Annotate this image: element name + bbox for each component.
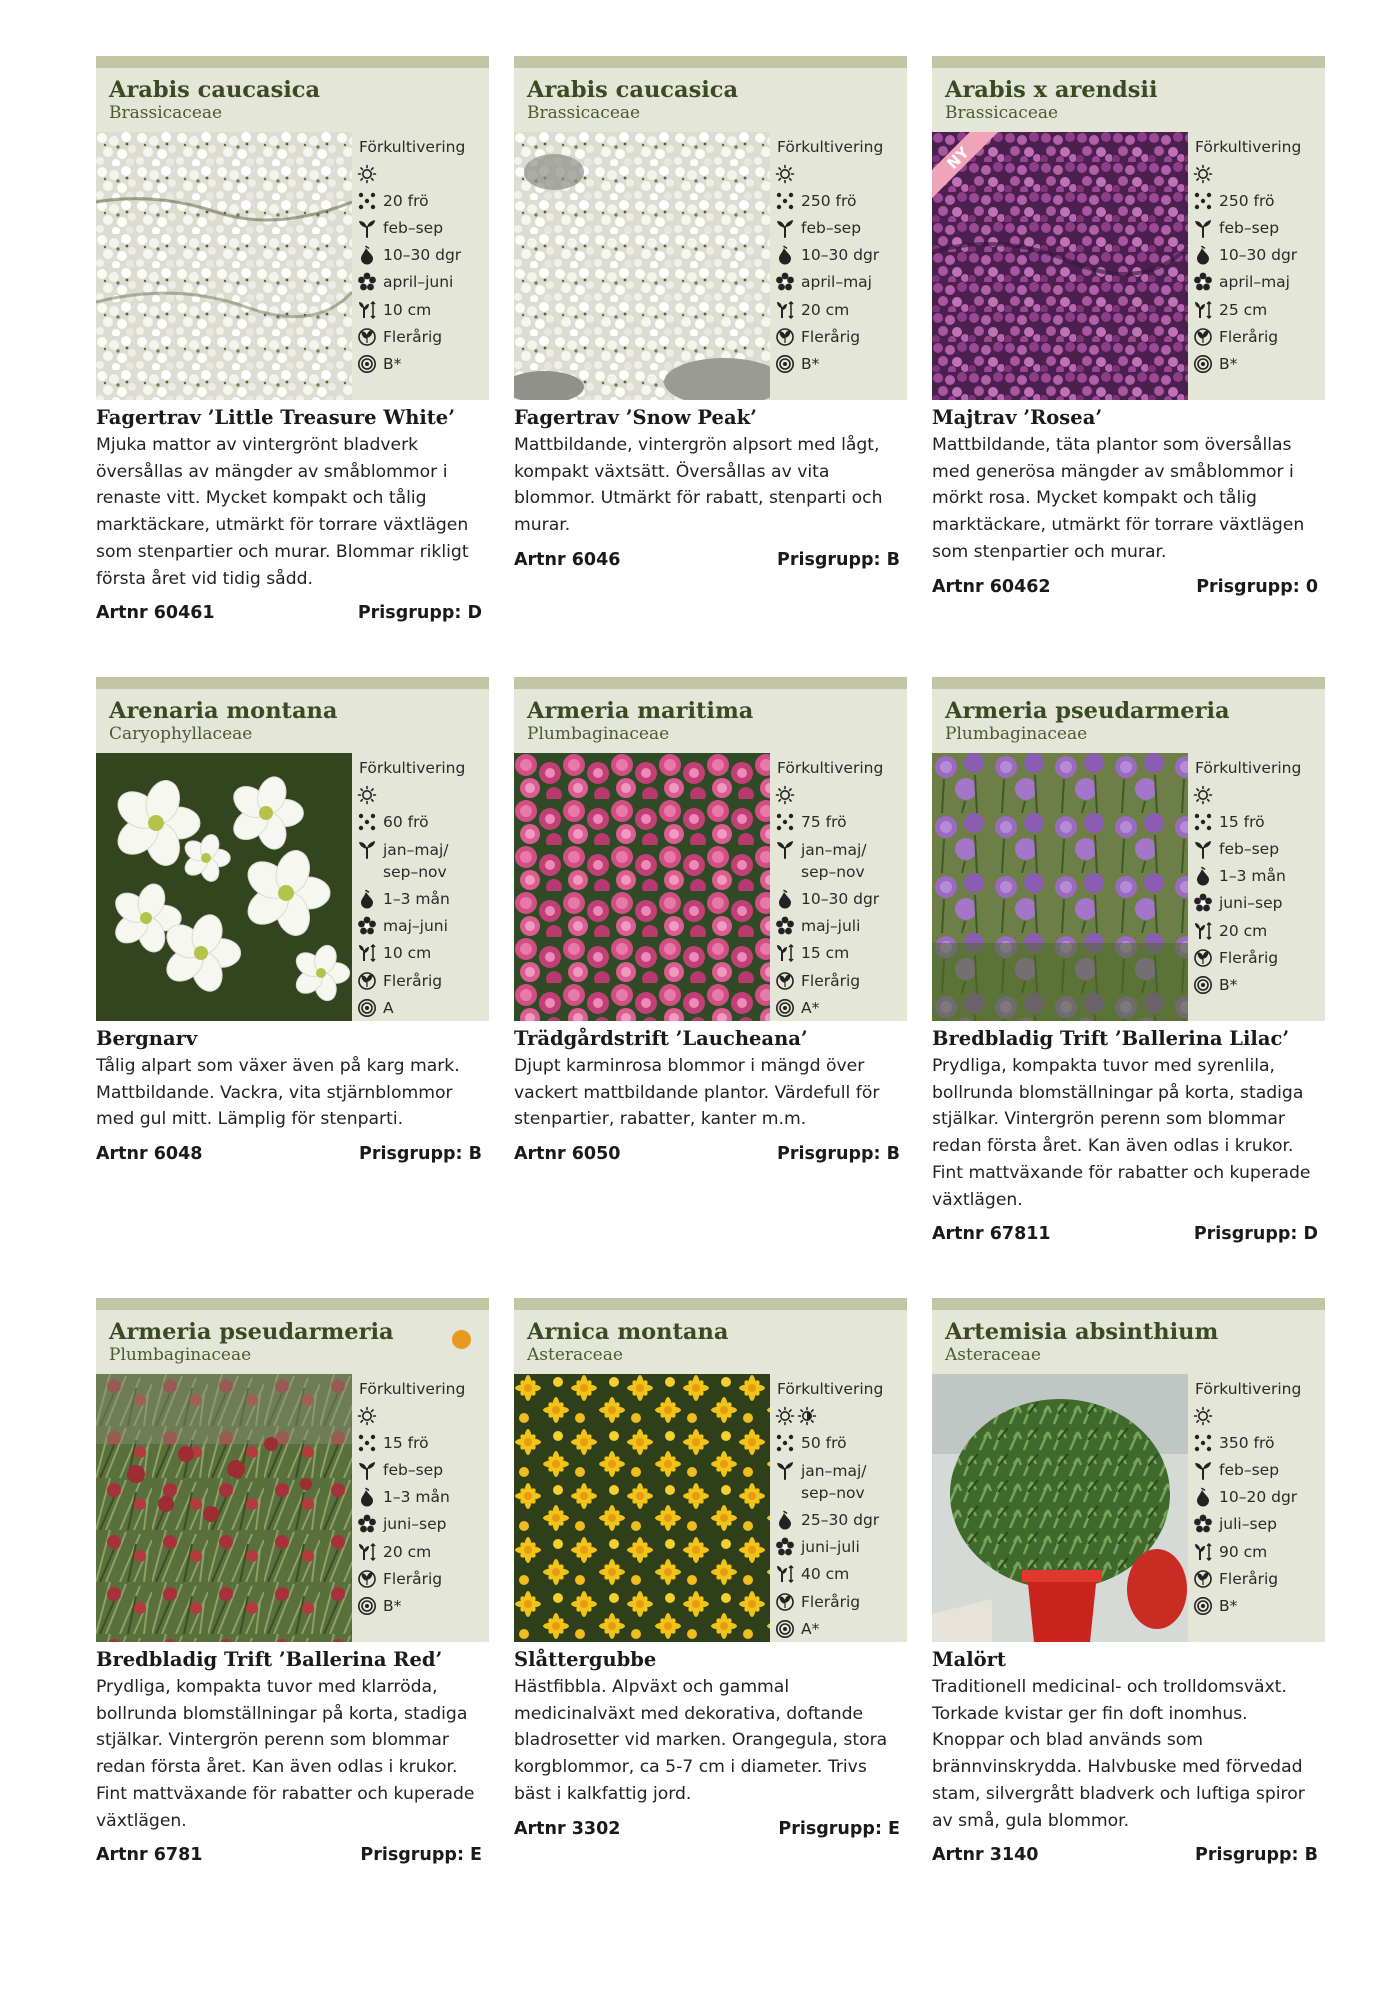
plant-description: Traditionell medicinal- och trolldomsväxt. Torkade kvistar ger fin doft inomhus. Knoppar och blad används som brännvinskrydda. Halvbuske med förvedad stam, silvergrått bladverk och luftiga spiror av små, gula blommor. (932, 1677, 1305, 1831)
sun-icon (357, 1406, 377, 1426)
sun-icon (1193, 164, 1213, 184)
article-number: Artnr 67811 (932, 1224, 1051, 1245)
sowing-period: feb–sep (801, 218, 862, 237)
sowing-icon (1193, 1460, 1213, 1480)
card-header (514, 68, 907, 132)
plant-description: Mattbildande, täta plantor som översållas med generösa mängder av småblommor i mörkt rosa. Mycket kompakt och tålig marktäckare, utmärkt för torrare växtlägen som stenpartier och murar. (932, 435, 1305, 562)
seed-count: 50 frö (801, 1433, 847, 1452)
seed-count: 15 frö (383, 1433, 429, 1452)
germination-icon (1193, 245, 1213, 265)
green-plant-in-red-pot-image (932, 1374, 1188, 1642)
bloom-period: juni–sep (383, 1515, 447, 1534)
bloom-period: juli–sep (1219, 1515, 1277, 1534)
cultivation-specs (1188, 753, 1325, 1021)
height-icon (775, 300, 795, 320)
card-header (514, 689, 907, 753)
germination-icon (1193, 866, 1213, 886)
family-name: Plumbaginaceae (109, 1345, 252, 1365)
card-header (96, 1310, 489, 1374)
bloom-period: april–maj (1219, 273, 1290, 292)
cultivation-label: Förkultivering (1195, 759, 1302, 777)
seed-count: 75 frö (801, 812, 847, 831)
card-header (932, 689, 1325, 753)
plant-photo (514, 132, 770, 400)
germination-icon (1193, 1487, 1213, 1507)
seed-count: 15 frö (1219, 812, 1265, 831)
article-number: Artnr 6046 (514, 549, 621, 570)
plant-name: Bergnarv (96, 1027, 198, 1050)
seed-count: 250 frö (801, 191, 857, 210)
germination-time: 1–3 mån (383, 1488, 450, 1507)
lifecycle: Flerårig (1219, 948, 1279, 967)
pink-globe-flowers-image (514, 753, 770, 1021)
cultivation-specs (770, 132, 907, 400)
bloom-period: april–maj (801, 273, 872, 292)
plant-description: Mattbildande, vintergrön alpsort med lågt, kompakt växtsätt. Översållas av vita blommor. Utmärkt för rabatt, stenparti och murar. (514, 435, 883, 536)
family-name: Brassicaceae (527, 103, 641, 123)
family-name: Plumbaginaceae (945, 724, 1088, 744)
germination-icon (775, 245, 795, 265)
bloom-icon (1193, 1514, 1213, 1534)
germination-time: 10–30 dgr (801, 246, 880, 265)
cultivation-specs (1188, 1374, 1325, 1642)
price-group: Prisgrupp: E (360, 1845, 482, 1866)
height-icon (357, 300, 377, 320)
germination-icon (357, 1487, 377, 1507)
plant-name: Trädgårdstrift ’Laucheana’ (514, 1027, 808, 1050)
sun-requirement (357, 1402, 489, 1429)
product-card (514, 56, 907, 573)
hardiness-zone: B* (383, 1596, 402, 1615)
zone-icon (1193, 354, 1213, 374)
plant-height: 10 cm (383, 944, 432, 963)
product-card (96, 1298, 489, 1868)
card-header (932, 1310, 1325, 1374)
height-icon (775, 943, 795, 963)
lifecycle: Flerårig (383, 327, 443, 346)
cultivation-label: Förkultivering (359, 138, 466, 156)
hardiness-zone: A* (801, 1619, 820, 1638)
price-group: Prisgrupp: 0 (1196, 576, 1318, 597)
plant-name: Malört (932, 1648, 1006, 1671)
lifecycle-icon (1193, 327, 1213, 347)
price-group: Prisgrupp: E (778, 1818, 900, 1839)
sowing-icon (1193, 839, 1213, 859)
germination-icon (357, 889, 377, 909)
sun-requirement (775, 781, 907, 808)
lifecycle-icon (775, 1592, 795, 1612)
latin-name: Arnica montana (527, 1319, 729, 1345)
cultivation-label: Förkultivering (1195, 1380, 1302, 1398)
sun-icon (357, 785, 377, 805)
cultivation-label: Förkultivering (777, 759, 884, 777)
bloom-period: maj–juni (383, 917, 448, 936)
bloom-icon (775, 1537, 795, 1557)
bloom-icon (775, 272, 795, 292)
height-icon (1193, 300, 1213, 320)
hardiness-zone: B* (801, 354, 820, 373)
germination-time: 10–30 dgr (801, 889, 880, 908)
sowing-period: jan–maj/ sep–nov (801, 1462, 867, 1503)
family-name: Asteraceae (945, 1345, 1041, 1365)
plant-description: Tålig alpart som växer även på karg mark. Mattbildande. Vackra, vita stjärnblommor med gul mitt. Lämplig för stenparti. (96, 1056, 460, 1130)
cultivation-label: Förkultivering (777, 138, 884, 156)
bloom-period: juni–juli (801, 1538, 860, 1557)
hardiness-zone: B* (1219, 354, 1238, 373)
orange-dot-icon (452, 1330, 471, 1349)
sowing-icon (775, 1460, 795, 1480)
product-card (96, 56, 489, 626)
seeds-icon (1193, 812, 1213, 832)
latin-name: Armeria pseudarmeria (109, 1319, 394, 1345)
card-top-bar (96, 677, 489, 689)
sun-requirement (357, 781, 489, 808)
plant-name: Bredbladig Trift ’Ballerina Red’ (96, 1648, 443, 1671)
sowing-icon (357, 218, 377, 238)
plant-name: Slåttergubbe (514, 1648, 657, 1671)
bloom-period: maj–juli (801, 917, 861, 936)
sowing-period: jan–maj/ sep–nov (801, 841, 867, 882)
lifecycle-icon (1193, 1569, 1213, 1589)
hardiness-zone: A (383, 998, 394, 1017)
bloom-icon (357, 916, 377, 936)
latin-name: Arabis caucasica (527, 77, 739, 103)
plant-height: 20 cm (383, 1542, 432, 1561)
cultivation-specs (1188, 132, 1325, 400)
germination-time: 10–30 dgr (383, 246, 462, 265)
cultivation-label: Förkultivering (777, 1380, 884, 1398)
plant-photo (932, 753, 1188, 1021)
zone-icon (775, 1619, 795, 1639)
family-name: Brassicaceae (109, 103, 223, 123)
cultivation-specs (770, 1374, 907, 1642)
hardiness-zone: A* (801, 998, 820, 1017)
sowing-icon (775, 839, 795, 859)
plant-photo (96, 753, 352, 1021)
bloom-icon (1193, 272, 1213, 292)
sowing-icon (357, 1460, 377, 1480)
germination-time: 25–30 dgr (801, 1510, 880, 1529)
card-top-bar (932, 56, 1325, 68)
price-group: Prisgrupp: B (777, 1144, 900, 1165)
sowing-period: feb–sep (383, 1460, 444, 1479)
yellow-daisy-flowers-image (514, 1374, 770, 1642)
hardiness-zone: B* (383, 354, 402, 373)
seeds-icon (775, 191, 795, 211)
seeds-icon (1193, 1433, 1213, 1453)
lifecycle: Flerårig (383, 1569, 443, 1588)
plant-height: 90 cm (1219, 1542, 1268, 1561)
seeds-icon (357, 191, 377, 211)
sun-requirement (1193, 160, 1325, 187)
article-number: Artnr 6048 (96, 1144, 203, 1165)
price-group: Prisgrupp: D (357, 603, 482, 624)
germination-time: 1–3 mån (1219, 867, 1286, 886)
purple-flower-carpet-image (932, 132, 1188, 400)
zone-icon (1193, 1596, 1213, 1616)
lifecycle-icon (1193, 948, 1213, 968)
hardiness-zone: B* (1219, 1596, 1238, 1615)
germination-icon (357, 245, 377, 265)
plant-photo (514, 753, 770, 1021)
seed-count: 350 frö (1219, 1433, 1275, 1452)
red-globe-flowers-image (96, 1374, 352, 1642)
sun-icon (1193, 1406, 1213, 1426)
seeds-icon (775, 1433, 795, 1453)
sun-icon (357, 164, 377, 184)
height-icon (357, 1542, 377, 1562)
zone-icon (1193, 975, 1213, 995)
article-number: Artnr 3140 (932, 1845, 1039, 1866)
plant-name: Bredbladig Trift ’Ballerina Lilac’ (932, 1027, 1290, 1050)
zone-icon (357, 998, 377, 1018)
plant-description: Djupt karminrosa blommor i mängd över vackert mattbildande plantor. Värdefull för stenpartier, rabatter, kanter m.m. (514, 1056, 880, 1130)
germination-time: 10–20 dgr (1219, 1488, 1298, 1507)
product-card (514, 1298, 907, 1842)
article-number: Artnr 60461 (96, 603, 215, 624)
plant-photo (96, 1374, 352, 1642)
plant-height: 10 cm (383, 300, 432, 319)
bloom-icon (357, 272, 377, 292)
card-top-bar (932, 677, 1325, 689)
sowing-icon (357, 839, 377, 859)
card-header (96, 68, 489, 132)
seeds-icon (1193, 191, 1213, 211)
lifecycle: Flerårig (383, 971, 443, 990)
height-icon (1193, 921, 1213, 941)
lifecycle-icon (357, 1569, 377, 1589)
zone-icon (357, 354, 377, 374)
sowing-period: feb–sep (1219, 839, 1280, 858)
sun-icon (775, 785, 795, 805)
germination-icon (775, 889, 795, 909)
card-top-bar (932, 1298, 1325, 1310)
price-group: Prisgrupp: B (359, 1144, 482, 1165)
new-badge: NY (932, 132, 1000, 200)
card-top-bar (514, 1298, 907, 1310)
sowing-period: feb–sep (1219, 218, 1280, 237)
sun-requirement (357, 160, 489, 187)
bloom-period: juni–sep (1219, 894, 1283, 913)
latin-name: Armeria pseudarmeria (945, 698, 1230, 724)
family-name: Brassicaceae (945, 103, 1059, 123)
seed-count: 60 frö (383, 812, 429, 831)
price-group: Prisgrupp: B (1195, 1845, 1318, 1866)
plant-description: Prydliga, kompakta tuvor med klarröda, bollrunda blomställningar på korta, stadiga stjälkar. Vintergrön perenn som blommar redan första året. Kan även odlas i krukor. Fint mattväxande för rabatter och kuperade växtlägen. (96, 1677, 475, 1831)
plant-height: 40 cm (801, 1565, 850, 1584)
plant-height: 20 cm (801, 300, 850, 319)
bloom-period: april–juni (383, 273, 454, 292)
lifecycle: Flerårig (1219, 1569, 1279, 1588)
latin-name: Armeria maritima (527, 698, 754, 724)
family-name: Plumbaginaceae (527, 724, 670, 744)
family-name: Caryophyllaceae (109, 724, 253, 744)
lifecycle: Flerårig (801, 327, 861, 346)
card-top-bar (514, 677, 907, 689)
sun-requirement (775, 1402, 907, 1429)
cultivation-specs (770, 753, 907, 1021)
product-card (96, 677, 489, 1167)
seeds-icon (357, 1433, 377, 1453)
product-card (932, 677, 1325, 1247)
half-shade-icon (797, 1406, 817, 1426)
sowing-period: feb–sep (1219, 1460, 1280, 1479)
plant-photo (514, 1374, 770, 1642)
plant-name: Majtrav ’Rosea’ (932, 406, 1103, 429)
latin-name: Arabis x arendsii (945, 77, 1158, 103)
lifecycle: Flerårig (801, 1592, 861, 1611)
article-number: Artnr 3302 (514, 1818, 621, 1839)
card-header (932, 68, 1325, 132)
latin-name: Arabis caucasica (109, 77, 321, 103)
cultivation-label: Förkultivering (359, 759, 466, 777)
product-card (514, 677, 907, 1167)
white-flower-carpet-image (96, 132, 352, 400)
height-icon (357, 943, 377, 963)
seeds-icon (357, 812, 377, 832)
cultivation-label: Förkultivering (1195, 138, 1302, 156)
cultivation-label: Förkultivering (359, 1380, 466, 1398)
article-number: Artnr 60462 (932, 576, 1051, 597)
height-icon (775, 1564, 795, 1584)
cultivation-specs (352, 1374, 489, 1642)
cultivation-specs (352, 753, 489, 1021)
lifecycle-icon (775, 327, 795, 347)
plant-description: Prydliga, kompakta tuvor med syrenlila, bollrunda blomställningar på korta, stadiga stjälkar. Vintergrön perenn som blommar redan första året. Kan även odlas i krukor. Fint mattväxande för rabatter och kuperade växtlägen. (932, 1056, 1311, 1210)
sun-requirement (1193, 1402, 1325, 1429)
cultivation-specs (352, 132, 489, 400)
price-group: Prisgrupp: B (777, 549, 900, 570)
card-top-bar (96, 56, 489, 68)
sowing-period: feb–sep (383, 218, 444, 237)
card-top-bar (514, 56, 907, 68)
latin-name: Arenaria montana (109, 698, 338, 724)
bloom-icon (357, 1514, 377, 1534)
lilac-globe-flowers-image (932, 753, 1188, 1021)
seeds-icon (775, 812, 795, 832)
latin-name: Artemisia absinthium (945, 1319, 1219, 1345)
plant-height: 15 cm (801, 944, 850, 963)
lifecycle: Flerårig (801, 971, 861, 990)
plant-name: Fagertrav ’Snow Peak’ (514, 406, 757, 429)
germination-time: 1–3 mån (383, 889, 450, 908)
zone-icon (357, 1596, 377, 1616)
product-card (932, 56, 1325, 600)
sowing-icon (775, 218, 795, 238)
height-icon (1193, 1542, 1213, 1562)
bloom-icon (775, 916, 795, 936)
card-header (514, 1310, 907, 1374)
sun-requirement (775, 160, 907, 187)
zone-icon (775, 354, 795, 374)
card-top-bar (96, 1298, 489, 1310)
family-name: Asteraceae (527, 1345, 623, 1365)
hardiness-zone: B* (1219, 975, 1238, 994)
seed-count: 250 frö (1219, 191, 1275, 210)
germination-time: 10–30 dgr (1219, 246, 1298, 265)
plant-description: Hästfibbla. Alpväxt och gammal medicinalväxt med dekorativa, doftande bladrosetter vid marken. Orangegula, stora korgblommor, ca 5-7 cm i diameter. Trivs bäst i kalkfattig jord. (514, 1677, 888, 1804)
bloom-icon (1193, 893, 1213, 913)
plant-height: 25 cm (1219, 300, 1268, 319)
plant-description: Mjuka mattor av vintergrönt bladverk översållas av mängder av småblommor i renaste vitt. Mycket kompakt och tålig marktäckare, utmärkt för torrare växtlägen som stenpartier och murar. Blommar rikligt första året vid tidig sådd. (96, 435, 469, 589)
lifecycle: Flerårig (1219, 327, 1279, 346)
lifecycle-icon (357, 327, 377, 347)
card-header (96, 689, 489, 753)
plant-photo (932, 1374, 1188, 1642)
plant-photo (932, 132, 1188, 400)
product-card (932, 1298, 1325, 1868)
article-number: Artnr 6781 (96, 1845, 203, 1866)
seed-count: 20 frö (383, 191, 429, 210)
plant-name: Fagertrav ’Little Treasure White’ (96, 406, 456, 429)
sun-icon (775, 1406, 795, 1426)
white-star-flowers-image (96, 753, 352, 1021)
white-flower-carpet-with-stones-image (514, 132, 770, 400)
germination-icon (775, 1510, 795, 1530)
sun-requirement (1193, 781, 1325, 808)
price-group: Prisgrupp: D (1193, 1224, 1318, 1245)
sowing-period: jan–maj/ sep–nov (383, 841, 449, 882)
article-number: Artnr 6050 (514, 1144, 621, 1165)
sun-icon (775, 164, 795, 184)
sowing-icon (1193, 218, 1213, 238)
zone-icon (775, 998, 795, 1018)
lifecycle-icon (357, 971, 377, 991)
plant-height: 20 cm (1219, 921, 1268, 940)
lifecycle-icon (775, 971, 795, 991)
plant-photo (96, 132, 352, 400)
sun-icon (1193, 785, 1213, 805)
